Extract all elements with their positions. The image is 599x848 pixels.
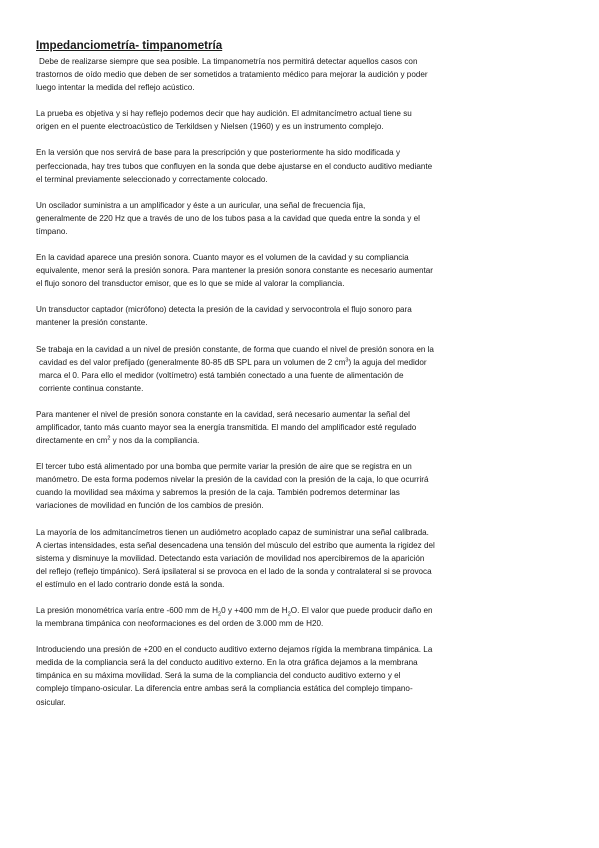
text-line: Un oscilador suministra a un amplificador y éste a un auricular, una señal de frecuencia fija, xyxy=(36,200,366,210)
text-line: Debe de realizarse siempre que sea posible. La timpanometría nos permitirá detectar aquellos casos con xyxy=(39,57,418,66)
text-line: la membrana timpánica con neoformaciones es del orden de 3.000 mm de H20. xyxy=(36,619,324,629)
paragraph-transducer xyxy=(36,303,564,329)
text-line: trastornos de oído medio que deben de ser sometidos a tratamiento médico para mejorar la audición y poder xyxy=(36,70,428,80)
paragraph-intro xyxy=(36,55,564,94)
text-line: el terminal previamente seleccionado y correctamente colocado. xyxy=(36,174,268,184)
superscript: 3 xyxy=(345,356,349,363)
text-line: luego intentar la medida del reflejo acústico. xyxy=(36,83,195,93)
text-line: osicular. xyxy=(36,697,66,707)
text-line: Un transductor captador (micrófono) detecta la presión de la cavidad y servocontrola el flujo sonoro para xyxy=(36,305,412,315)
text-segment: ) la aguja del medidor xyxy=(348,357,427,367)
text-line: timpánica en su máxima movilidad. Será la suma de la compliancia del conducto auditivo externo y el xyxy=(36,671,401,681)
text-line: Introduciendo una presión de +200 en el conducto auditivo externo dejamos rígida la membrana timpánica. La xyxy=(36,645,433,655)
text-line: complejo tímpano-osicular. La diferencia entre ambas será la compliancia estática del complejo timpano- xyxy=(36,684,413,694)
text-line: del reflejo (reflejo timpánico). Será ipsilateral si se provoca en el lado de la sonda y contralateral si se provoca xyxy=(36,566,432,576)
text-line: La prueba es objetiva y si hay reflejo podemos decir que hay audición. El admitancímetro actual tiene su xyxy=(36,109,412,119)
text-line: cuando la movilidad sea máxima y sabremos la presión de la caja. También podremos determinar las xyxy=(36,488,400,498)
text-line: tímpano. xyxy=(36,226,68,236)
text-segment: 0 y +400 mm de H xyxy=(221,606,288,615)
paragraph-compliance xyxy=(36,643,564,708)
text-segment: La presión monométrica varía entre -600 mm de H xyxy=(36,606,218,615)
text-line: manómetro. De esta forma podemos nivelar la presión de la cavidad con la presión de la caja, lo que ocurrirá xyxy=(36,475,429,485)
paragraph-amplifier xyxy=(36,408,564,447)
text-line: sistema y disminuye la movilidad. Detectando esta variación de movilidad nos apercibiremos de la aparición xyxy=(36,553,425,563)
text-segment: y nos da la compliancia. xyxy=(110,436,200,446)
paragraph-manometric-pressure xyxy=(36,604,564,630)
text-line: variaciones de movilidad en función de los cambios de presión. xyxy=(36,501,264,511)
text-line: el estímulo en el lado contrario donde está la sonda. xyxy=(36,579,225,589)
text-line: el flujo sonoro del transductor emisor, que es lo que se mide al valorar la compliancia. xyxy=(36,279,345,289)
text-line: medida de la compliancia será la del conducto auditivo externo. En la otra gráfica dejamos a la membrana xyxy=(36,658,418,668)
paragraph-three-tubes xyxy=(36,146,564,185)
text-line: origen en el puente electroacústico de Terkildsen y Nielsen (1960) y es un instrumento complejo. xyxy=(36,122,384,132)
text-line: mantener la presión constante. xyxy=(36,318,148,328)
text-line: perfeccionada, hay tres tubos que confluyen en la sonda que debe ajustarse en el conducto auditivo mediante xyxy=(36,161,433,171)
text-line: marca el 0. Para ello el medidor (voltímetro) está también conectado a una fuente de alimentación de xyxy=(39,370,404,380)
text-line: generalmente de 220 Hz que a través de uno de los tubos pasa a la cavidad que queda entre la sonda y el xyxy=(36,213,420,223)
text-line: amplificador, tanto más cuanto mayor sea la energía transmitida. El mando del amplificador esté regulado xyxy=(36,422,417,432)
text-line: El tercer tubo está alimentado por una bomba que permite variar la presión de aire que se registra en un xyxy=(36,462,412,472)
text-line xyxy=(36,604,564,617)
text-line: La mayoría de los admitancímetros tienen un audiómetro acoplado capaz de suministrar una señal calibrada. xyxy=(36,527,429,537)
subscript: 2 xyxy=(218,611,222,618)
paragraph-oscillator xyxy=(36,199,564,238)
superscript: 2 xyxy=(107,435,111,442)
text-line: A ciertas intensidades, esta señal desencadena una tensión del músculo del estribo que aumenta la rigidez del xyxy=(36,540,435,550)
text-line: En la versión que nos servirá de base para la prescripción y que posteriormente ha sido modificada y xyxy=(36,148,401,158)
paragraph-constant-pressure xyxy=(36,343,564,395)
text-line: Se trabaja en la cavidad a un nivel de presión constante, de forma que cuando el nivel de presión sonora en la xyxy=(36,344,434,354)
paragraph-third-tube xyxy=(36,460,564,512)
text-line: corriente continua constante. xyxy=(39,383,144,393)
document-page xyxy=(36,38,564,709)
text-segment: cavidad es del valor prefijado (generalmente 80-85 dB SPL para un volumen de 2 cm xyxy=(39,357,346,367)
text-segment: O. El valor que puede producir daño en xyxy=(290,606,433,615)
text-line: Para mantener el nivel de presión sonora constante en la cavidad, será necesario aumentar la señal del xyxy=(36,409,410,419)
text-line: En la cavidad aparece una presión sonora. Cuanto mayor es el volumen de la cavidad y su compliancia xyxy=(36,253,409,263)
paragraph-audiometer xyxy=(36,526,564,591)
paragraph-objective-test xyxy=(36,107,564,133)
text-segment: directamente en cm xyxy=(36,436,108,446)
paragraph-cavity-pressure xyxy=(36,251,564,290)
subscript: 2 xyxy=(287,611,291,618)
text-line xyxy=(36,356,564,369)
text-line: equivalente, menor será la presión sonora. Para mantener la presión sonora constante es necesario aumentar xyxy=(36,266,434,276)
document-title: Impedanciometría- timpanometría xyxy=(36,39,223,52)
text-line xyxy=(36,434,564,447)
